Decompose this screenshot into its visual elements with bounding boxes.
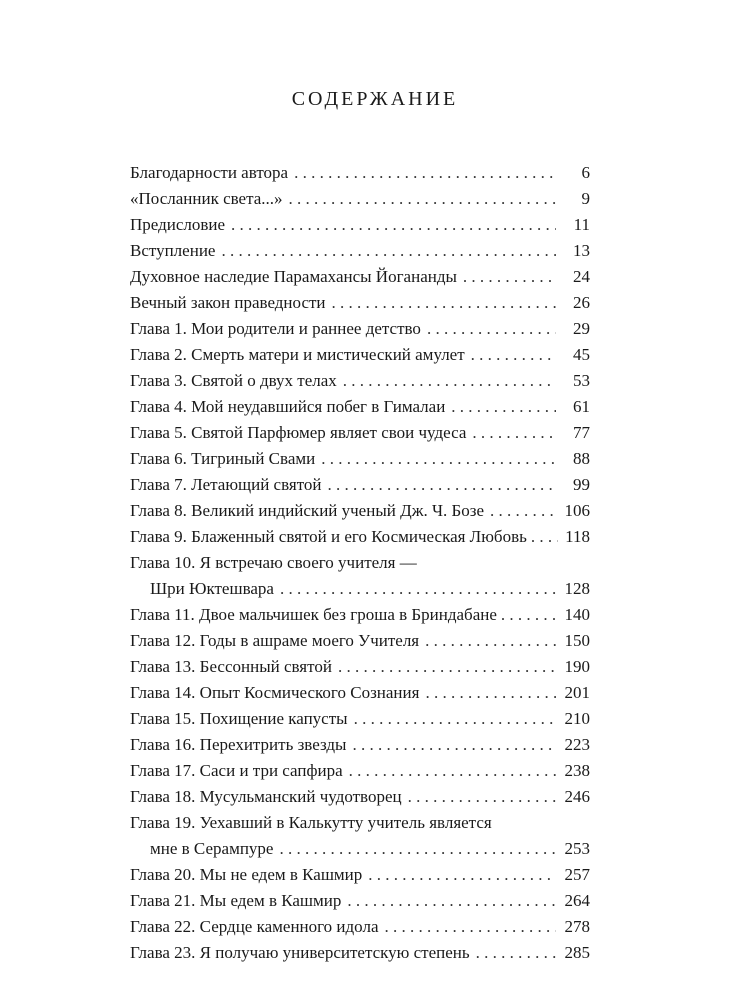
- toc-entry: [130, 810, 590, 862]
- toc-page-number: 285: [564, 943, 590, 962]
- dot-leader: [463, 264, 556, 290]
- toc-page-number: 264: [564, 891, 590, 910]
- toc-entry-title: Глава 23. Я получаю университетскую степень: [130, 943, 470, 962]
- toc-page-number: 190: [564, 657, 590, 676]
- dot-leader: [328, 472, 556, 498]
- toc-entry: [130, 264, 590, 290]
- toc-entry: [130, 732, 590, 758]
- page-title: СОДЕРЖАНИЕ: [291, 88, 459, 110]
- toc-entry-title: Глава 1. Мои родители и раннее детство: [130, 319, 421, 338]
- toc-entry: [130, 186, 590, 212]
- toc-page-number: 61: [573, 397, 590, 416]
- toc-page-number: 11: [573, 215, 590, 234]
- toc-entry: [130, 602, 590, 628]
- dot-leader: [425, 680, 556, 706]
- toc-entry: [130, 316, 590, 342]
- toc-entry: [130, 914, 590, 940]
- toc-page-number: 223: [564, 735, 590, 754]
- toc-entry: [130, 524, 590, 550]
- dot-leader: [384, 914, 556, 940]
- dot-leader: [321, 446, 556, 472]
- toc-entry-title: Вечный закон праведности: [130, 293, 326, 312]
- dot-leader: [279, 836, 556, 862]
- toc-entry-title: Глава 18. Мусульманский чудотворец: [130, 787, 402, 806]
- toc-entry-title: Глава 6. Тигриный Свами: [130, 449, 316, 468]
- toc-entry-title: Глава 9. Блаженный святой и его Космическая Любовь: [130, 527, 527, 546]
- dot-leader: [289, 186, 556, 212]
- toc-page-number: 13: [573, 241, 590, 260]
- toc-entry-title-continued: мне в Серампуре: [150, 839, 274, 858]
- dot-leader: [354, 706, 556, 732]
- toc-entry-title: Глава 22. Сердце каменного идола: [130, 917, 379, 936]
- dot-leader: [427, 316, 556, 342]
- toc-page-number: 253: [564, 839, 590, 858]
- toc-entry: [130, 862, 590, 888]
- toc-entry-title: Глава 5. Святой Парфюмер являет свои чудеса: [130, 423, 467, 442]
- toc-entry: [130, 758, 590, 784]
- toc-page-number: 29: [573, 319, 590, 338]
- toc-entry: [130, 498, 590, 524]
- toc-entry: [130, 706, 590, 732]
- toc-entry: [130, 550, 590, 602]
- toc-entry-title: Глава 13. Бессонный святой: [130, 657, 332, 676]
- dot-leader: [408, 784, 556, 810]
- toc-entry-title: Предисловие: [130, 215, 226, 234]
- dot-leader: [368, 862, 556, 888]
- dot-leader: [472, 420, 556, 446]
- toc-page-number: 88: [573, 449, 590, 468]
- toc-page-number: 99: [573, 475, 590, 494]
- toc-entry: [130, 784, 590, 810]
- toc-entry-title: Глава 7. Летающий святой: [130, 475, 322, 494]
- toc-entry: [130, 446, 590, 472]
- dot-leader: [425, 628, 556, 654]
- toc-entry: [130, 160, 590, 186]
- toc-entry: [130, 368, 590, 394]
- table-of-contents: [130, 160, 590, 966]
- dot-leader: [294, 160, 556, 186]
- toc-entry: [130, 238, 590, 264]
- toc-page-number: 9: [581, 189, 590, 208]
- dot-leader: [352, 732, 556, 758]
- toc-entry: [130, 420, 590, 446]
- dot-leader: [221, 238, 556, 264]
- toc-entry-title: Глава 17. Саси и три сапфира: [130, 761, 343, 780]
- toc-entry: [130, 654, 590, 680]
- toc-page-number: 210: [564, 709, 590, 728]
- toc-entry-title: Глава 14. Опыт Космического Сознания: [130, 683, 420, 702]
- toc-entry: [130, 680, 590, 706]
- toc-page-number: 150: [564, 631, 590, 650]
- toc-page-number: 118: [565, 527, 590, 546]
- dot-leader: [501, 602, 558, 628]
- toc-entry: [130, 212, 590, 238]
- toc-entry: [130, 342, 590, 368]
- toc-entry-title: Глава 8. Великий индийский ученый Дж. Ч. Бозе: [130, 501, 485, 520]
- toc-page-number: 246: [564, 787, 590, 806]
- toc-entry-title: Благодарности автора: [130, 163, 289, 182]
- dot-leader: [332, 290, 556, 316]
- toc-page-number: 53: [573, 371, 590, 390]
- dot-leader: [451, 394, 556, 420]
- toc-entry: [130, 394, 590, 420]
- dot-leader: [490, 498, 556, 524]
- dot-leader: [476, 940, 556, 966]
- toc-entry-title: Глава 19. Уехавший в Калькутту учитель является: [130, 813, 492, 832]
- toc-entry-title: Глава 20. Мы не едем в Кашмир: [130, 865, 363, 884]
- toc-entry: [130, 628, 590, 654]
- dot-leader: [347, 888, 556, 914]
- dot-leader: [231, 212, 556, 238]
- toc-entry-title: Глава 15. Похищение капусты: [130, 709, 348, 728]
- toc-entry-title: «Посланник света...»: [130, 189, 283, 208]
- toc-entry-title: Глава 10. Я встречаю своего учителя —: [130, 553, 417, 572]
- toc-entry-title: Глава 21. Мы едем в Кашмир: [130, 891, 342, 910]
- toc-entry: [130, 472, 590, 498]
- toc-entry-title: Глава 12. Годы в ашраме моего Учителя: [130, 631, 420, 650]
- toc-entry: [130, 888, 590, 914]
- toc-entry-title: Глава 3. Святой о двух телах: [130, 371, 337, 390]
- dot-leader: [343, 368, 556, 394]
- dot-leader: [349, 758, 556, 784]
- toc-entry-title: Духовное наследие Парамахансы Йогананды: [130, 267, 457, 286]
- toc-page-number: 128: [564, 579, 590, 598]
- toc-entry-title: Глава 2. Смерть матери и мистический амулет: [130, 345, 465, 364]
- toc-page-number: 238: [564, 761, 590, 780]
- dot-leader: [280, 576, 556, 602]
- toc-entry-title: Глава 11. Двое мальчишек без гроша в Бриндабане: [130, 605, 497, 624]
- toc-page-number: 257: [564, 865, 590, 884]
- toc-entry: [130, 290, 590, 316]
- toc-page-number: 24: [573, 267, 590, 286]
- toc-entry-title: Глава 4. Мой неудавшийся побег в Гималаи: [130, 397, 446, 416]
- toc-page-number: 278: [564, 917, 590, 936]
- toc-page-number: 26: [573, 293, 590, 312]
- dot-leader: [338, 654, 556, 680]
- toc-entry-title: Вступление: [130, 241, 216, 260]
- dot-leader: [471, 342, 556, 368]
- toc-entry-title: Глава 16. Перехитрить звезды: [130, 735, 347, 754]
- toc-entry-title-continued: Шри Юктешвара: [150, 579, 274, 598]
- toc-page-number: 45: [573, 345, 590, 364]
- dot-leader: [531, 524, 558, 550]
- toc-entry: [130, 940, 590, 966]
- toc-page-number: 140: [564, 605, 590, 624]
- toc-page-number: 106: [564, 501, 590, 520]
- toc-page-number: 77: [573, 423, 590, 442]
- toc-page-number: 6: [581, 163, 590, 182]
- toc-page-number: 201: [564, 683, 590, 702]
